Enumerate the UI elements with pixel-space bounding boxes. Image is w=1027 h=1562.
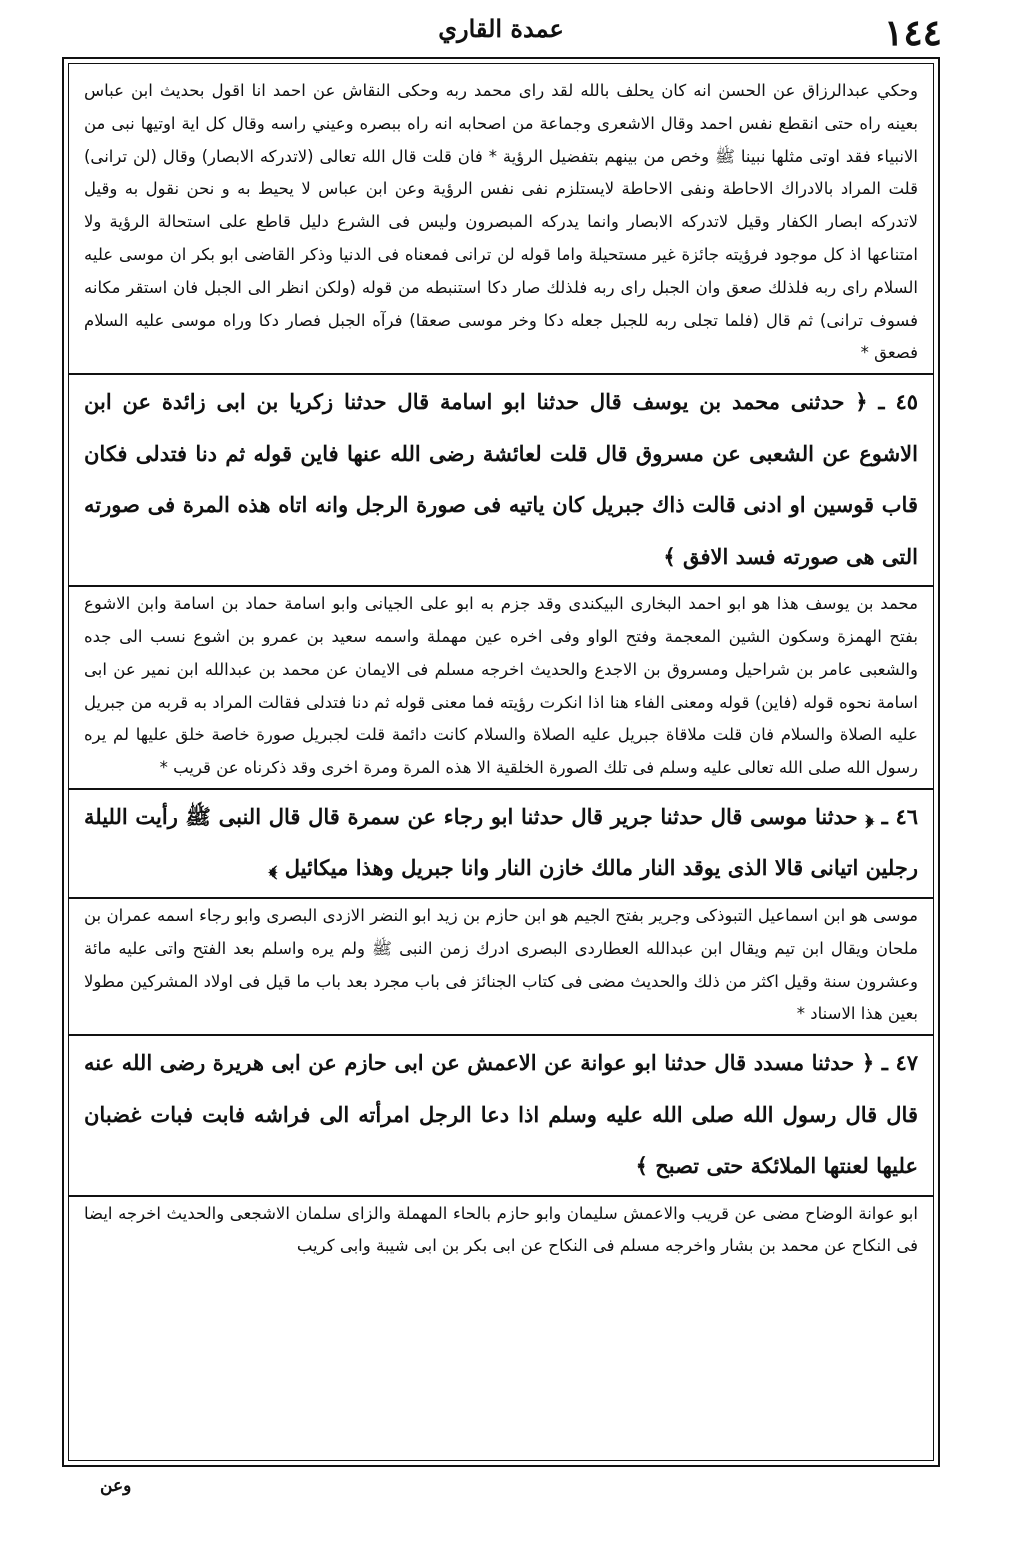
running-title: عمدة القاري	[438, 14, 564, 43]
section-divider	[68, 585, 934, 587]
hadith-block-46: ٤٦ ـ ﴿ حدثنا موسى قال حدثنا جرير قال حدثنا ابو رجاء عن سمرة قال قال النبى ﷺ رأيت الليلة رجلين اتيانى قالا الذى يوقد النار مالك خازن النار وانا جبريل وهذا ميكائيل ﴾	[84, 803, 918, 881]
section-divider	[68, 373, 934, 375]
commentary-block: محمد بن يوسف هذا هو ابو احمد البخارى البيكندى وقد جزم به ابو على الجيانى وابو اسامة حماد بن اسامة وابن الاشوع بفتح الهمزة وسكون الشين المعجمة وفتح الواو وفى اخره عين مهملة واسمه سعيد بن عمرو بن اشوع نسب الى جده والشعبى عامر بن شراحيل ومسروق بن الاجدع والحديث اخرجه مسلم فى الايمان عن محمد بن عبدالله ابن نمير عن ابى اسامة نحوه قوله (فاين) قوله ومعنى الفاء هنا اذا انكرت رؤيته فما معنى قوله ثم دنا فتدلى فقالت المراد به قربه من جبريل عليه الصلاة والسلام فان قلت ملاقاة جبريل عليه الصلاة والسلام كانت دائمة قلت لجبريل صورة خاصة خلق عليها لم يره رسول الله صلى الله تعالى عليه وسلم فى تلك الصورة الخلقية الا هذه المرة ومرة اخرى وقد ذكرناه عن قريب *	[84, 594, 918, 778]
text-frame	[62, 57, 940, 1467]
page-header	[60, 8, 942, 52]
hadith-block-47: ٤٧ ـ ﴿ حدثنا مسدد قال حدثنا ابو عوانة عن الاعمش عن ابى حازم عن ابى هريرة رضى الله عنه قال قال رسول الله صلى الله عليه وسلم اذا دعا الرجل امرأته الى فراشه فابت فبات غضبان عليها لعنتها الملائكة حتى تصبح ﴾	[84, 1050, 918, 1179]
section-divider	[68, 897, 934, 899]
commentary-block: موسى هو ابن اسماعيل التبوذكى وجرير بفتح الجيم هو ابن حازم بن زيد ابو النضر الازدى البصرى وابو رجاء اسمه عمران بن ملحان ويقال ابن تيم ويقال ابن عبدالله العطاردى البصرى ادرك زمن النبى ﷺ ولم يره واسلم بعد الفتح واتى عليه مائة وعشرون سنة وقيل اكثر من ذلك والحديث مضى فى كتاب الجنائز فى باب مجرد بعد باب ما قيل فى اولاد المشركين مطولا بعين هذا الاسناد *	[84, 905, 918, 1024]
page-number: ١٤٤	[883, 12, 942, 54]
section-divider	[68, 788, 934, 790]
hadith-block-45: ٤٥ ـ ﴿ حدثنى محمد بن يوسف قال حدثنا ابو اسامة قال حدثنا زكريا بن ابى زائدة عن ابن الاشوع عن الشعبى عن مسروق قال قلت لعائشة رضى الله عنها فاين قوله ثم دنا فتدلى فكان قاب قوسين او ادنى قالت ذاك جبريل كان ياتيه فى صورة الرجل وانه اتاه هذه المرة فى صورته التى هى صورته فسد الافق ﴾	[84, 389, 918, 569]
section-divider	[68, 1195, 934, 1197]
commentary-block: وحكي عبدالرزاق عن الحسن انه كان يحلف بالله لقد رای محمد ربه وحکی النقاش عن احمد انا اقول بحديث ابن عباس بعينه راه حتى انقطع نفس احمد وقال الاشعرى وجماعة من اصحابه انه راه ببصره وعيني راسه وقال كل اية اوتيها نبى من الانبياء فقد اوتی مثلها نبينا ﷺ وخص من بينهم بتفضيل الرؤية * فان قلت قال الله تعالى (لاتدركه الابصار) وقال (لن ترانى) قلت المراد بالادراك الاحاطة ونفى الاحاطة لايستلزم نفى نفس الرؤية وعن ابن عباس لا يحيط به و نحن نقول به وقيل لاتدركه ابصار الكفار وقيل لاتدركه الابصار وانما يدركه المبصرون وليس فى الشرع دليل قاطع على استحالة الرؤية ولا امتناعها اذ كل موجود فرؤيته جائزة غير مستحيلة واما قوله لن ترانى فمعناه فى الدنيا وذكر القاضى ابو بكر ان موسى عليه السلام راى ربه فلذلك صعق وان الجبل راى ربه فلذلك صار دكا استنبطه من قوله (ولكن انظر الى الجبل فان استقر مكانه فسوف ترانى) ثم قال (فلما تجلى ربه للجبل جعله دكا وخر موسى صعقا) فرآه الجبل فصار دكا وراه موسى عليه السلام فصعق *	[84, 81, 918, 363]
commentary-block: ابو عوانة الوضاح مضى عن قريب والاعمش سليمان وابو حازم بالحاء المهملة والزاى سلمان الاشجعى والحديث اخرجه ايضا فى النكاح عن محمد بن بشار واخرجه مسلم فى النكاح عن ابى بكر بن ابى شيبة وابى كريب	[84, 1203, 918, 1256]
catchword: وعن	[100, 1476, 132, 1496]
section-divider	[68, 1034, 934, 1036]
